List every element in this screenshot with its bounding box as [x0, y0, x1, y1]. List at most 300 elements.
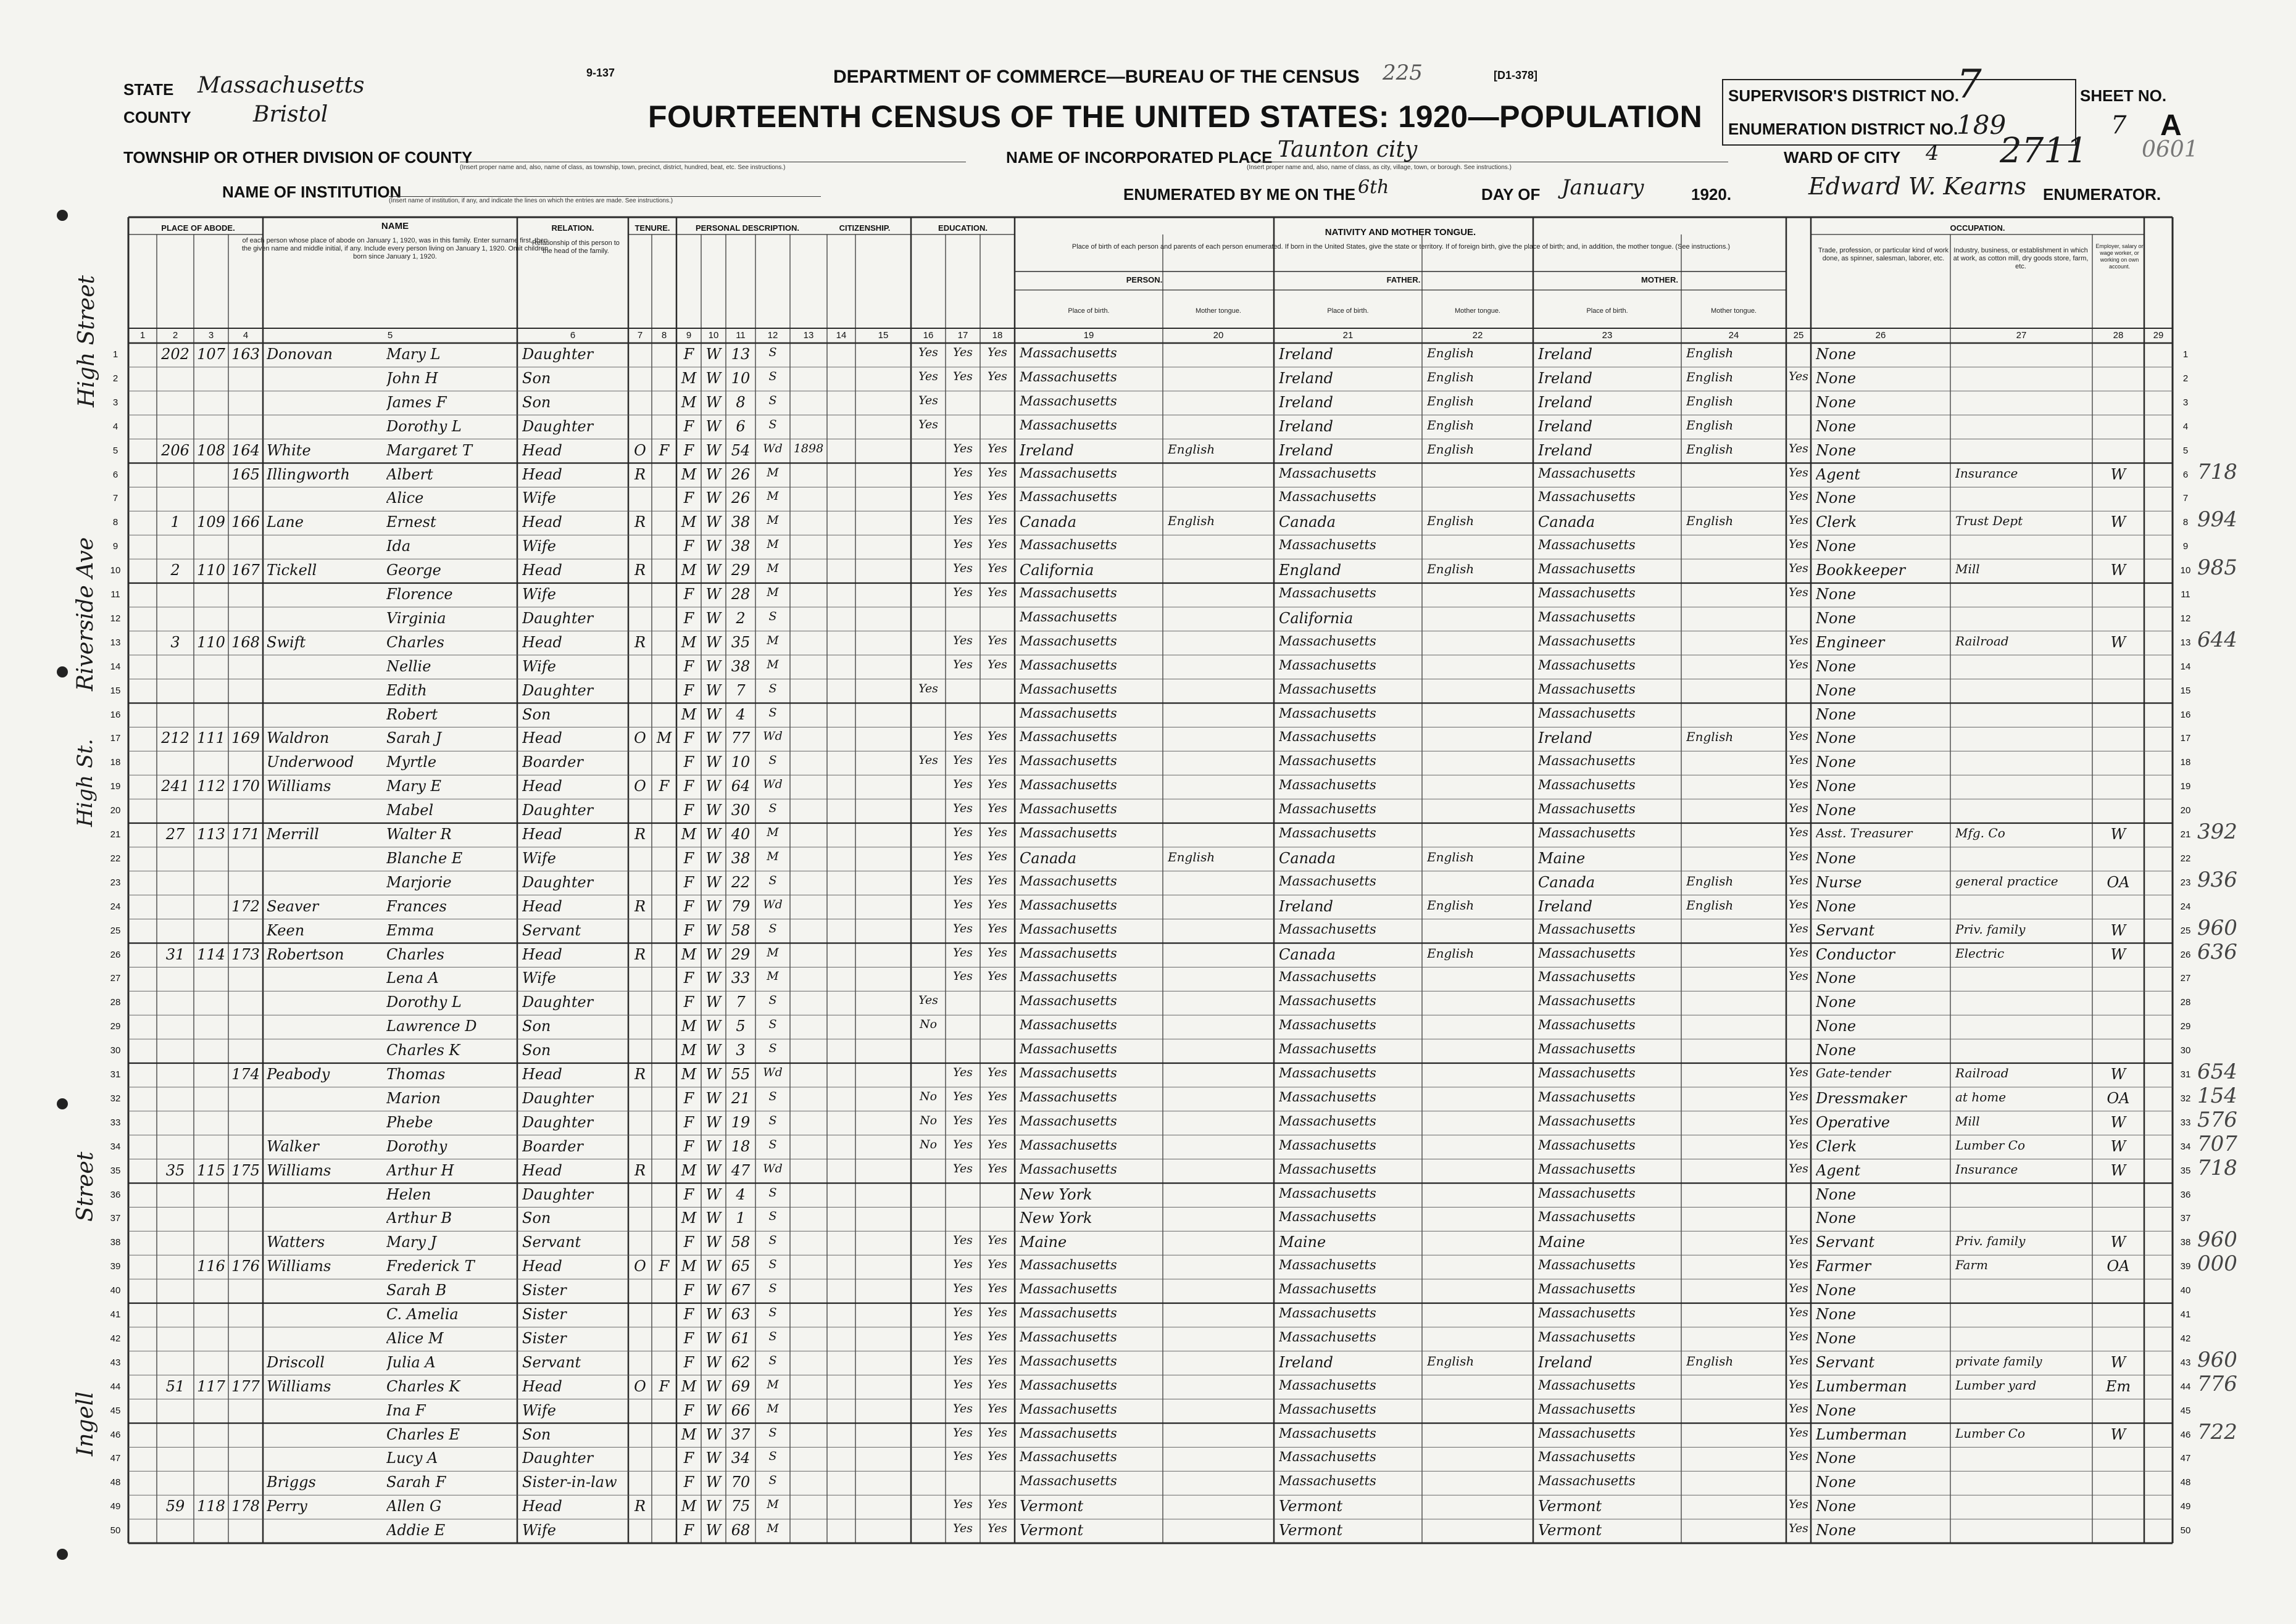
cell-age: 38	[731, 513, 751, 531]
cell-marital: Wd	[763, 1066, 783, 1079]
line-number: 34	[2180, 1141, 2191, 1152]
cell-sex: F	[683, 417, 694, 435]
cell-birth: New York	[1020, 1185, 1092, 1203]
cell-age: 40	[731, 826, 751, 843]
cell-industry: Lumber Co	[1955, 1137, 2026, 1153]
line-number: 37	[110, 1213, 121, 1224]
cell-fbirth: Massachusetts	[1279, 1042, 1376, 1057]
cell-mort: F	[659, 441, 670, 459]
given-name: Thomas	[386, 1066, 446, 1083]
line-number: 49	[2180, 1501, 2191, 1512]
cell-write: Yes	[988, 969, 1007, 984]
cell-read: Yes	[953, 945, 973, 959]
cell-class: Em	[2105, 1377, 2131, 1395]
cell-write: Yes	[988, 1377, 1007, 1391]
cell-industry: Farm	[1955, 1257, 1988, 1273]
cell-race: W	[705, 945, 722, 963]
cell-family: 163	[231, 346, 260, 363]
occupation-code: 718	[2197, 1155, 2237, 1180]
cell-mbirth: Massachusetts	[1538, 1377, 1636, 1393]
cell-trade: Servant	[1816, 921, 1875, 939]
cell-sex: F	[683, 657, 694, 675]
cell-fbirth: Massachusetts	[1279, 1209, 1376, 1225]
cell-read: Yes	[953, 586, 973, 599]
line-number: 3	[2182, 397, 2189, 408]
col-citizenship: CITIZENSHIP.	[839, 223, 891, 233]
cell-english: Yes	[1789, 1449, 1808, 1464]
cell-read: Yes	[953, 826, 973, 839]
cell-write: Yes	[988, 849, 1007, 863]
month-value: January	[1562, 175, 1644, 200]
cell-age: 62	[731, 1353, 751, 1371]
cell-sex: F	[683, 441, 694, 459]
cell-trade: None	[1816, 586, 1857, 603]
given-name: Blanche E	[386, 849, 463, 867]
cell-race: W	[705, 1137, 722, 1155]
line-number: 25	[2180, 925, 2191, 936]
cell-english: Yes	[1789, 369, 1808, 383]
line-number: 28	[2180, 997, 2191, 1008]
cell-mtongue: English	[1686, 1353, 1734, 1369]
occupation-code: 994	[2197, 507, 2237, 532]
supervisor-value: 7	[1957, 62, 1982, 107]
cell-fbirth: Massachusetts	[1279, 1089, 1376, 1104]
cell-trade: None	[1816, 1329, 1857, 1347]
cell-trade: None	[1816, 681, 1857, 699]
cell-sex: F	[683, 849, 694, 867]
cell-race: W	[705, 849, 722, 867]
cell-read: Yes	[953, 1089, 973, 1103]
cell-age: 2	[736, 609, 746, 627]
cell-age: 6	[736, 417, 746, 435]
line-number: 29	[2180, 1021, 2191, 1032]
cell-school: No	[919, 1089, 938, 1103]
line-number: 5	[2182, 445, 2189, 456]
cell-class: OA	[2107, 873, 2130, 891]
inc-place-value: Taunton city	[1278, 137, 1418, 162]
cell-tenure: R	[634, 826, 646, 843]
cell-write: Yes	[988, 826, 1007, 839]
given-name: Helen	[386, 1185, 431, 1203]
cell-trade: Conductor	[1816, 945, 1895, 963]
cell-sex: F	[683, 346, 694, 363]
column-number: 15	[878, 330, 889, 341]
cell-fbirth: Massachusetts	[1279, 1161, 1376, 1177]
cell-tenure: R	[634, 465, 646, 483]
cell-read: Yes	[953, 729, 973, 744]
cell-house: 59	[165, 1498, 185, 1515]
cell-write: Yes	[988, 1257, 1007, 1272]
line-number: 18	[110, 757, 121, 768]
cell-fbirth: Maine	[1279, 1233, 1326, 1251]
line-number: 9	[2182, 541, 2189, 552]
cell-mbirth: Massachusetts	[1538, 993, 1636, 1009]
cell-ftongue: English	[1427, 441, 1475, 457]
cell-birth: Massachusetts	[1020, 1137, 1117, 1153]
cell-birth: Maine	[1020, 1233, 1067, 1251]
cell-birth: Massachusetts	[1020, 657, 1117, 673]
township-label: TOWNSHIP OR OTHER DIVISION OF COUNTY	[123, 148, 473, 167]
cell-house: 1	[170, 513, 180, 531]
cell-fbirth: Ireland	[1279, 441, 1333, 459]
cell-write: Yes	[988, 729, 1007, 744]
cell-fbirth: Massachusetts	[1279, 921, 1376, 937]
cell-fbirth: Massachusetts	[1279, 1017, 1376, 1033]
cell-race: W	[705, 633, 722, 651]
cell-write: Yes	[988, 489, 1007, 503]
cell-dwelling: 108	[197, 441, 225, 459]
cell-age: 55	[731, 1066, 751, 1083]
cell-race: W	[705, 1425, 722, 1443]
cell-read: Yes	[953, 633, 973, 647]
col-occupation: OCCUPATION.	[1950, 223, 2005, 233]
cell-marital: S	[768, 1089, 777, 1103]
cell-english: Yes	[1789, 897, 1808, 911]
given-name: Frances	[386, 897, 447, 915]
cell-industry: Lumber yard	[1955, 1377, 2037, 1393]
cell-house: 3	[170, 633, 180, 651]
cell-marital: S	[768, 1137, 777, 1151]
cell-marital: Wd	[763, 441, 783, 455]
cell-age: 79	[731, 897, 751, 915]
cell-read: Yes	[953, 513, 973, 528]
given-name: Allen G	[386, 1498, 442, 1515]
cell-sex: M	[681, 1161, 697, 1179]
cell-ftongue: English	[1427, 897, 1475, 913]
cell-read: Yes	[953, 1161, 973, 1175]
cell-age: 61	[731, 1329, 751, 1347]
occupation-code: 576	[2197, 1107, 2237, 1132]
line-number: 13	[2180, 637, 2191, 648]
cell-read: Yes	[953, 777, 973, 792]
cell-mort: F	[659, 1257, 670, 1275]
line-number: 24	[2180, 901, 2191, 912]
binder-hole	[57, 210, 68, 221]
form-code: [D1-378]	[1494, 69, 1538, 81]
enum-district-label: ENUMERATION DISTRICT NO.	[1728, 120, 1958, 138]
cell-english: Yes	[1789, 513, 1808, 528]
cell-fbirth: Massachusetts	[1279, 705, 1376, 721]
cell-age: 65	[731, 1257, 751, 1275]
cell-class: W	[2110, 1233, 2126, 1251]
cell-sex: F	[683, 1522, 694, 1539]
cell-class: OA	[2107, 1257, 2130, 1275]
cell-tenure: R	[634, 1066, 646, 1083]
col-trade-desc: Trade, profession, or particular kind of work done, as spinner, salesman, laborer, etc.	[1818, 247, 1949, 262]
cell-birth: Canada	[1020, 513, 1077, 531]
line-number: 15	[110, 685, 121, 696]
cell-birth: Vermont	[1020, 1522, 1084, 1539]
enum-district-value: 189	[1957, 110, 2007, 140]
cell-mbirth: Massachusetts	[1538, 1089, 1636, 1104]
cell-read: Yes	[953, 1329, 973, 1343]
cell-trade: Servant	[1816, 1233, 1875, 1251]
cell-trade: Agent	[1816, 1161, 1860, 1179]
line-number: 47	[110, 1453, 121, 1464]
cell-birth: Massachusetts	[1020, 826, 1117, 840]
given-name: John H	[386, 369, 438, 387]
cell-fbirth: Massachusetts	[1279, 633, 1376, 648]
cell-read: Yes	[953, 1306, 973, 1319]
cell-fbirth: Massachusetts	[1279, 1449, 1376, 1465]
cell-trade: Bookkeeper	[1816, 561, 1906, 579]
cell-family: 175	[231, 1161, 260, 1179]
cell-dwelling: 117	[197, 1377, 225, 1395]
cell-age: 77	[731, 729, 751, 747]
cell-family: 169	[231, 729, 260, 747]
cell-sex: F	[683, 1185, 694, 1203]
cell-mbirth: Massachusetts	[1538, 657, 1636, 673]
cell-mbirth: Massachusetts	[1538, 561, 1636, 577]
column-number: 5	[387, 330, 393, 341]
surname: Walker	[267, 1137, 319, 1155]
col-employer-desc: Employer, salary or wage worker, or working on own account.	[2095, 243, 2144, 270]
cell-birth: Ireland	[1020, 441, 1074, 459]
cell-race: W	[705, 1473, 722, 1491]
line-number: 21	[110, 829, 121, 840]
column-number: 20	[1213, 330, 1224, 341]
cell-birth: Massachusetts	[1020, 1161, 1117, 1177]
cell-mtongue: English	[1686, 897, 1734, 913]
cell-industry: Trust Dept	[1955, 513, 2023, 529]
line-number: 35	[110, 1165, 121, 1176]
given-name: C. Amelia	[386, 1306, 459, 1323]
cell-fbirth: Vermont	[1279, 1522, 1343, 1539]
surname: Briggs	[267, 1473, 316, 1491]
cell-marital: M	[767, 586, 779, 599]
cell-age: 4	[736, 705, 746, 723]
cell-class: W	[2110, 1161, 2126, 1179]
column-number: 19	[1083, 330, 1094, 341]
cell-fbirth: Massachusetts	[1279, 465, 1376, 481]
cell-read: Yes	[953, 1066, 973, 1079]
cell-sex: M	[681, 561, 697, 579]
cell-fbirth: Ireland	[1279, 346, 1333, 363]
ward-value: 4	[1926, 141, 1939, 165]
col-nativity: NATIVITY AND MOTHER TONGUE.	[1325, 227, 1476, 238]
cell-english: Yes	[1789, 657, 1808, 671]
given-name: Ernest	[386, 513, 436, 531]
surname: Williams	[267, 1257, 331, 1275]
cell-race: W	[705, 657, 722, 675]
cell-read: Yes	[953, 1425, 973, 1440]
line-number: 8	[2182, 517, 2189, 528]
cell-mbirth: Massachusetts	[1538, 1137, 1636, 1153]
cell-family: 177	[231, 1377, 260, 1395]
cell-marital: S	[768, 1017, 777, 1032]
day-of-label: DAY OF	[1481, 185, 1541, 204]
cell-trade: Operative	[1816, 1113, 1890, 1131]
cell-school: Yes	[918, 346, 938, 359]
cell-fbirth: Ireland	[1279, 897, 1333, 915]
cell-marital: S	[768, 873, 777, 887]
surname: Peabody	[267, 1066, 330, 1083]
cell-tenure: R	[634, 633, 646, 651]
cell-english: Yes	[1789, 849, 1808, 863]
cell-read: Yes	[953, 369, 973, 383]
sheet-label: SHEET NO.	[2080, 86, 2167, 105]
cell-sex: F	[683, 1449, 694, 1467]
line-number: 48	[2180, 1477, 2191, 1488]
cell-dwelling: 110	[197, 633, 225, 651]
given-name: Alice	[386, 489, 424, 507]
cell-age: 28	[731, 586, 751, 603]
cell-age: 35	[731, 633, 751, 651]
cell-age: 75	[731, 1498, 751, 1515]
cell-mbirth: Massachusetts	[1538, 777, 1636, 793]
cell-race: W	[705, 1209, 722, 1227]
cell-birth: Massachusetts	[1020, 897, 1117, 913]
given-name: James F	[386, 393, 447, 411]
cell-relation: Head	[522, 777, 562, 795]
cell-age: 63	[731, 1306, 751, 1323]
cell-race: W	[705, 753, 722, 771]
cell-mbirth: Massachusetts	[1538, 1209, 1636, 1225]
cell-school: No	[919, 1017, 938, 1032]
cell-english: Yes	[1789, 1066, 1808, 1079]
cell-read: Yes	[953, 1449, 973, 1464]
cell-sex: M	[681, 1425, 697, 1443]
cell-age: 64	[731, 777, 751, 795]
cell-race: W	[705, 1377, 722, 1395]
col-mother-tongue: Mother tongue.	[1711, 307, 1757, 315]
cell-race: W	[705, 346, 722, 363]
given-name: Lawrence D	[386, 1017, 477, 1035]
cell-birth: New York	[1020, 1209, 1092, 1227]
cell-relation: Son	[522, 393, 551, 411]
cell-relation: Wife	[522, 1522, 557, 1539]
col-mother: MOTHER.	[1641, 275, 1678, 284]
column-number: 12	[767, 330, 778, 341]
cell-class: W	[2110, 1353, 2126, 1371]
cell-industry: at home	[1955, 1089, 2007, 1104]
cell-age: 1	[736, 1209, 746, 1227]
cell-write: Yes	[988, 1233, 1007, 1248]
cell-race: W	[705, 465, 722, 483]
cell-age: 69	[731, 1377, 751, 1395]
line-number: 1	[2182, 349, 2189, 360]
cell-family: 176	[231, 1257, 260, 1275]
cell-fbirth: Massachusetts	[1279, 1282, 1376, 1297]
cell-age: 47	[731, 1161, 751, 1179]
cell-trade: None	[1816, 753, 1857, 771]
cell-house: 241	[161, 777, 189, 795]
cell-age: 7	[736, 993, 746, 1011]
cell-mbirth: Canada	[1538, 873, 1595, 891]
cell-trade: Lumberman	[1816, 1425, 1907, 1443]
cell-class: OA	[2107, 1089, 2130, 1107]
cell-write: Yes	[988, 1089, 1007, 1103]
cell-marital: S	[768, 1473, 777, 1488]
cell-fbirth: Canada	[1279, 849, 1336, 867]
given-name: Sarah J	[386, 729, 442, 747]
cell-race: W	[705, 1233, 722, 1251]
given-name: Marion	[386, 1089, 441, 1107]
col-education: EDUCATION.	[938, 223, 988, 233]
cell-relation: Daughter	[522, 1113, 594, 1131]
given-name: Julia A	[386, 1353, 436, 1371]
col-person: PERSON.	[1126, 275, 1163, 284]
cell-age: 68	[731, 1522, 751, 1539]
line-number: 20	[110, 805, 121, 816]
cell-english: Yes	[1789, 1522, 1808, 1536]
cell-sex: F	[683, 993, 694, 1011]
cell-sex: F	[683, 1473, 694, 1491]
cell-mbirth: Massachusetts	[1538, 537, 1636, 553]
cell-industry: Mill	[1955, 1113, 1980, 1129]
cell-sex: F	[683, 1233, 694, 1251]
cell-industry: private family	[1955, 1353, 2042, 1369]
cell-relation: Daughter	[522, 609, 594, 627]
given-name: Charles E	[386, 1425, 460, 1443]
col-industry-desc: Industry, business, or establishment in which at work, as cotton mill, dry goods store, farm, etc.	[1953, 247, 2089, 270]
column-number: 24	[1728, 330, 1739, 341]
given-name: Frederick T	[386, 1257, 475, 1275]
given-name: Walter R	[386, 826, 452, 843]
cell-relation: Daughter	[522, 681, 594, 699]
column-number: 13	[803, 330, 814, 341]
cell-read: Yes	[953, 1137, 973, 1151]
surname: Tickell	[267, 561, 317, 579]
inc-place-label: NAME OF INCORPORATED PLACE	[1006, 148, 1273, 167]
cell-read: Yes	[953, 897, 973, 911]
given-name: Dorothy	[386, 1137, 447, 1155]
surname: Illingworth	[267, 465, 350, 483]
cell-birth: Massachusetts	[1020, 1449, 1117, 1465]
census-title: FOURTEENTH CENSUS OF THE UNITED STATES: 1920—POPULATION	[648, 99, 1703, 134]
cell-tenure: R	[634, 945, 646, 963]
cell-mbirth: Massachusetts	[1538, 1185, 1636, 1201]
cell-trade: None	[1816, 1282, 1857, 1299]
cell-race: W	[705, 729, 722, 747]
cell-dwelling: 113	[197, 826, 225, 843]
cell-write: Yes	[988, 537, 1007, 552]
cell-marital: S	[768, 609, 777, 623]
cell-school: Yes	[918, 753, 938, 768]
cell-age: 29	[731, 561, 751, 579]
cell-birth: Massachusetts	[1020, 1257, 1117, 1273]
cell-fbirth: Massachusetts	[1279, 1257, 1376, 1273]
cell-mbirth: Vermont	[1538, 1522, 1602, 1539]
cell-english: Yes	[1789, 777, 1808, 792]
cell-sex: F	[683, 609, 694, 627]
cell-marital: S	[768, 1306, 777, 1319]
occupation-code: 718	[2197, 459, 2237, 484]
cell-school: Yes	[918, 993, 938, 1008]
year-value: 1920.	[1691, 185, 1732, 204]
institution-label: NAME OF INSTITUTION	[222, 183, 402, 201]
column-number: 16	[923, 330, 934, 341]
cell-write: Yes	[988, 802, 1007, 816]
cell-trade: None	[1816, 1185, 1857, 1203]
line-number: 7	[112, 493, 119, 504]
cell-relation: Head	[522, 1257, 562, 1275]
cell-ftongue: English	[1427, 393, 1475, 408]
line-number: 17	[110, 733, 121, 744]
cell-relation: Head	[522, 441, 562, 459]
cell-relation: Son	[522, 1042, 551, 1059]
cell-industry: Priv. family	[1955, 1233, 2026, 1249]
cell-birth: Massachusetts	[1020, 873, 1117, 889]
line-number: 45	[2180, 1405, 2191, 1416]
line-number: 40	[2180, 1285, 2191, 1296]
cell-mbirth: Massachusetts	[1538, 1066, 1636, 1080]
cell-race: W	[705, 586, 722, 603]
line-number: 19	[110, 781, 121, 792]
cell-family: 172	[231, 897, 260, 915]
surname: Williams	[267, 777, 331, 795]
cell-fbirth: Canada	[1279, 945, 1336, 963]
